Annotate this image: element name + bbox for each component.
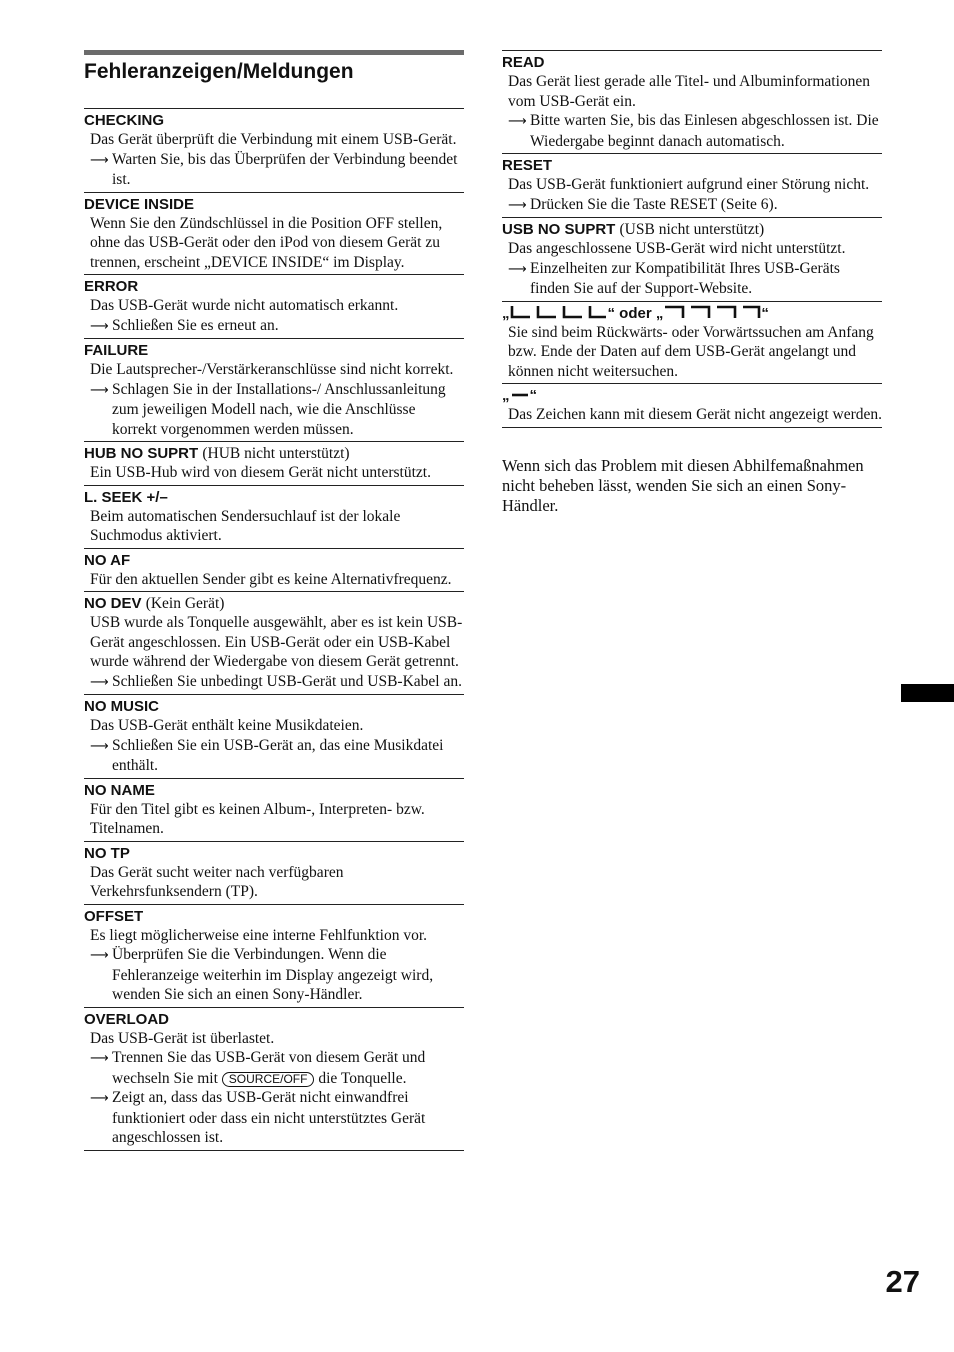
- entry-term: FAILURE: [84, 342, 149, 359]
- entry-description: Das USB-Gerät funktioniert aufgrund einer Störung nicht.: [508, 176, 870, 193]
- entry-description: Es liegt möglicherweise eine interne Fehlfunktion vor.: [90, 926, 428, 944]
- entry-usb-no-suprt: [502, 217, 882, 301]
- entry-remedy: ⟶ Zeigt an, dass das USB-Gerät nicht einwandfrei funktioniert oder dass ein nicht unterstütztes Gerät angeschlossen ist.: [90, 1089, 426, 1146]
- right-arrow-icon: ⟶: [90, 1091, 109, 1106]
- entry-failure: [84, 338, 464, 441]
- entry-error: [84, 274, 464, 338]
- entry-description: Wenn Sie den Zündschlüssel in die Position OFF stellen, ohne das USB-Gerät oder den iPod von diesem Gerät zu trennen, erscheint „DEVICE INSIDE“ im Display.: [90, 214, 443, 271]
- entry-remedy: ⟶ Schließen Sie ein USB-Gerät an, das eine Musikdatei enthält.: [90, 736, 444, 774]
- entry-term: NO MUSIC: [84, 698, 159, 715]
- entry-hub-no-suprt: [84, 441, 464, 485]
- entry-description: Das angeschlossene USB-Gerät wird nicht unterstützt.: [508, 240, 846, 257]
- entry-read: [502, 50, 882, 153]
- entry-term-note: (HUB nicht unterstützt): [202, 445, 350, 462]
- entry-description: Das Zeichen kann mit diesem Gerät nicht angezeigt werden.: [508, 406, 883, 423]
- entry-description: Ein USB-Hub wird von diesem Gerät nicht unterstützt.: [90, 464, 431, 481]
- entry-offset: [84, 904, 464, 1007]
- entry-overload: [84, 1007, 464, 1151]
- entry-no-af: [84, 548, 464, 592]
- segment-hook-glyph-icon: [663, 305, 761, 319]
- entry-term: OFFSET: [84, 907, 144, 925]
- entry-remedy: ⟶ Einzelheiten zur Kompatibilität Ihres USB-Geräts finden Sie auf der Support-Website.: [508, 259, 840, 297]
- entry-term: READ: [502, 54, 545, 71]
- title-rule: [84, 50, 464, 55]
- right-arrow-icon: ⟶: [508, 197, 527, 213]
- entry-term: DEVICE INSIDE: [84, 195, 195, 213]
- entry-description: Für den Titel gibt es keinen Album-, Interpreten- bzw. Titelnamen.: [90, 800, 425, 837]
- entry-no-music: [84, 694, 464, 778]
- entry-term-note: (USB nicht unterstützt): [619, 221, 765, 238]
- right-arrow-icon: ⟶: [508, 261, 527, 277]
- entry-device-inside: [84, 192, 464, 275]
- entry-term: RESET: [502, 157, 553, 174]
- entry-description: Das USB-Gerät ist überlastet.: [90, 1029, 275, 1047]
- page-number: 27: [885, 1264, 920, 1299]
- entry-description: Die Lautsprecher-/Verstärkeranschlüsse sind nicht korrekt.: [90, 361, 454, 378]
- entry-term: „ “: [502, 387, 537, 404]
- entry-checking: [84, 108, 464, 192]
- right-arrow-icon: ⟶: [90, 382, 109, 398]
- entry-no-tp: [84, 841, 464, 904]
- source-off-button-label: SOURCE/OFF: [222, 1072, 315, 1087]
- right-arrow-icon: ⟶: [90, 318, 109, 334]
- entry-description: Für den aktuellen Sender gibt es keine Alternativfrequenz.: [90, 570, 452, 588]
- entry-edge-of-data: [502, 301, 882, 384]
- right-arrow-icon: ⟶: [508, 114, 527, 129]
- entry-unsupported-char: [502, 383, 882, 428]
- entry-description: Das Gerät liest gerade alle Titel- und Albuminformationen vom USB-Gerät ein.: [508, 73, 871, 110]
- right-arrow-icon: ⟶: [90, 1051, 109, 1066]
- entry-term: USB NO SUPRT (USB nicht unterstützt): [502, 221, 765, 238]
- entry-remedy: ⟶ Schließen Sie es erneut an.: [84, 316, 464, 337]
- entry-remedy: ⟶ Drücken Sie die Taste RESET (Seite 6).: [502, 195, 882, 216]
- entry-term: NO AF: [84, 551, 131, 569]
- page-title: Fehleranzeigen/Meldungen: [84, 60, 354, 83]
- right-arrow-icon: ⟶: [90, 738, 109, 754]
- entry-term: OVERLOAD: [84, 1010, 170, 1028]
- entry-remedy: ⟶ Schließen Sie unbedingt USB-Gerät und USB-Kabel an.: [84, 672, 464, 693]
- left-column: [84, 50, 464, 1151]
- right-arrow-icon: ⟶: [90, 948, 109, 963]
- entry-reset: [502, 153, 882, 217]
- entry-term: NO DEV (Kein Gerät): [84, 595, 225, 612]
- entry-description: USB wurde als Tonquelle ausgewählt, aber es ist kein USB-Gerät angeschlossen. Ein USB-Gerät oder ein USB-Kabel wurde während der Wiedergabe von diesem Gerät getrennt.: [90, 614, 463, 670]
- entry-remedy: ⟶ Überprüfen Sie die Verbindungen. Wenn die Fehleranzeige weiterhin im Display angezeigt wird, wenden Sie sich an einen Sony-Händler.: [90, 946, 434, 1003]
- entry-term: CHECKING: [84, 112, 165, 129]
- entry-l-seek: [84, 485, 464, 548]
- entry-remedy: ⟶ Trennen Sie das USB-Gerät von diesem Gerät und wechseln Sie mit SOURCE/OFF die Tonquelle.: [90, 1049, 426, 1087]
- entry-term: HUB NO SUPRT (HUB nicht unterstützt): [84, 445, 350, 462]
- right-column: [502, 50, 882, 516]
- right-arrow-icon: ⟶: [90, 152, 109, 168]
- entry-description: Das Gerät sucht weiter nach verfügbaren Verkehrsfunksendern (TP).: [90, 863, 344, 900]
- entry-description: Das USB-Gerät enthält keine Musikdateien.: [90, 717, 364, 734]
- entry-description: Das Gerät überprüft die Verbindung mit einem USB-Gerät.: [90, 131, 457, 148]
- entry-term: NO NAME: [84, 781, 155, 799]
- entry-term: L. SEEK +/–: [84, 488, 168, 506]
- entry-description: Sie sind beim Rückwärts- oder Vorwärtssuchen am Anfang bzw. Ende der Daten auf dem USB-Gerät angelangt und können nicht weitersuchen.: [508, 323, 874, 380]
- segment-l-glyph-icon: [510, 305, 608, 319]
- entry-remedy: ⟶ Warten Sie, bis das Überprüfen der Verbindung beendet ist.: [90, 150, 458, 188]
- section-tab-marker: [901, 684, 954, 702]
- entry-no-dev: [84, 591, 464, 694]
- entry-description: Das USB-Gerät wurde nicht automatisch erkannt.: [90, 297, 399, 314]
- entry-term: „ “ oder „ “: [502, 304, 769, 322]
- entry-term: ERROR: [84, 278, 139, 295]
- entry-remedy: ⟶ Bitte warten Sie, bis das Einlesen abgeschlossen ist. Die Wiedergabe beginnt danach automatisch.: [508, 112, 879, 150]
- entry-term: NO TP: [84, 844, 130, 862]
- entry-term-note: (Kein Gerät): [145, 595, 225, 612]
- closing-note: Wenn sich das Problem mit diesen Abhilfemaßnahmen nicht beheben lässt, wenden Sie sich an einen Sony-Händler.: [502, 455, 864, 515]
- entry-no-name: [84, 778, 464, 841]
- entry-description: Beim automatischen Sendersuchlauf ist der lokale Suchmodus aktiviert.: [90, 507, 401, 544]
- entry-remedy: ⟶ Schlagen Sie in der Installations-/ Anschlussanleitung zum jeweiligen Modell nach, wie die Anschlüsse korrekt vorgenommen werden müssen.: [90, 380, 446, 438]
- segment-underscore-glyph-icon: [510, 387, 530, 401]
- right-arrow-icon: ⟶: [90, 674, 109, 690]
